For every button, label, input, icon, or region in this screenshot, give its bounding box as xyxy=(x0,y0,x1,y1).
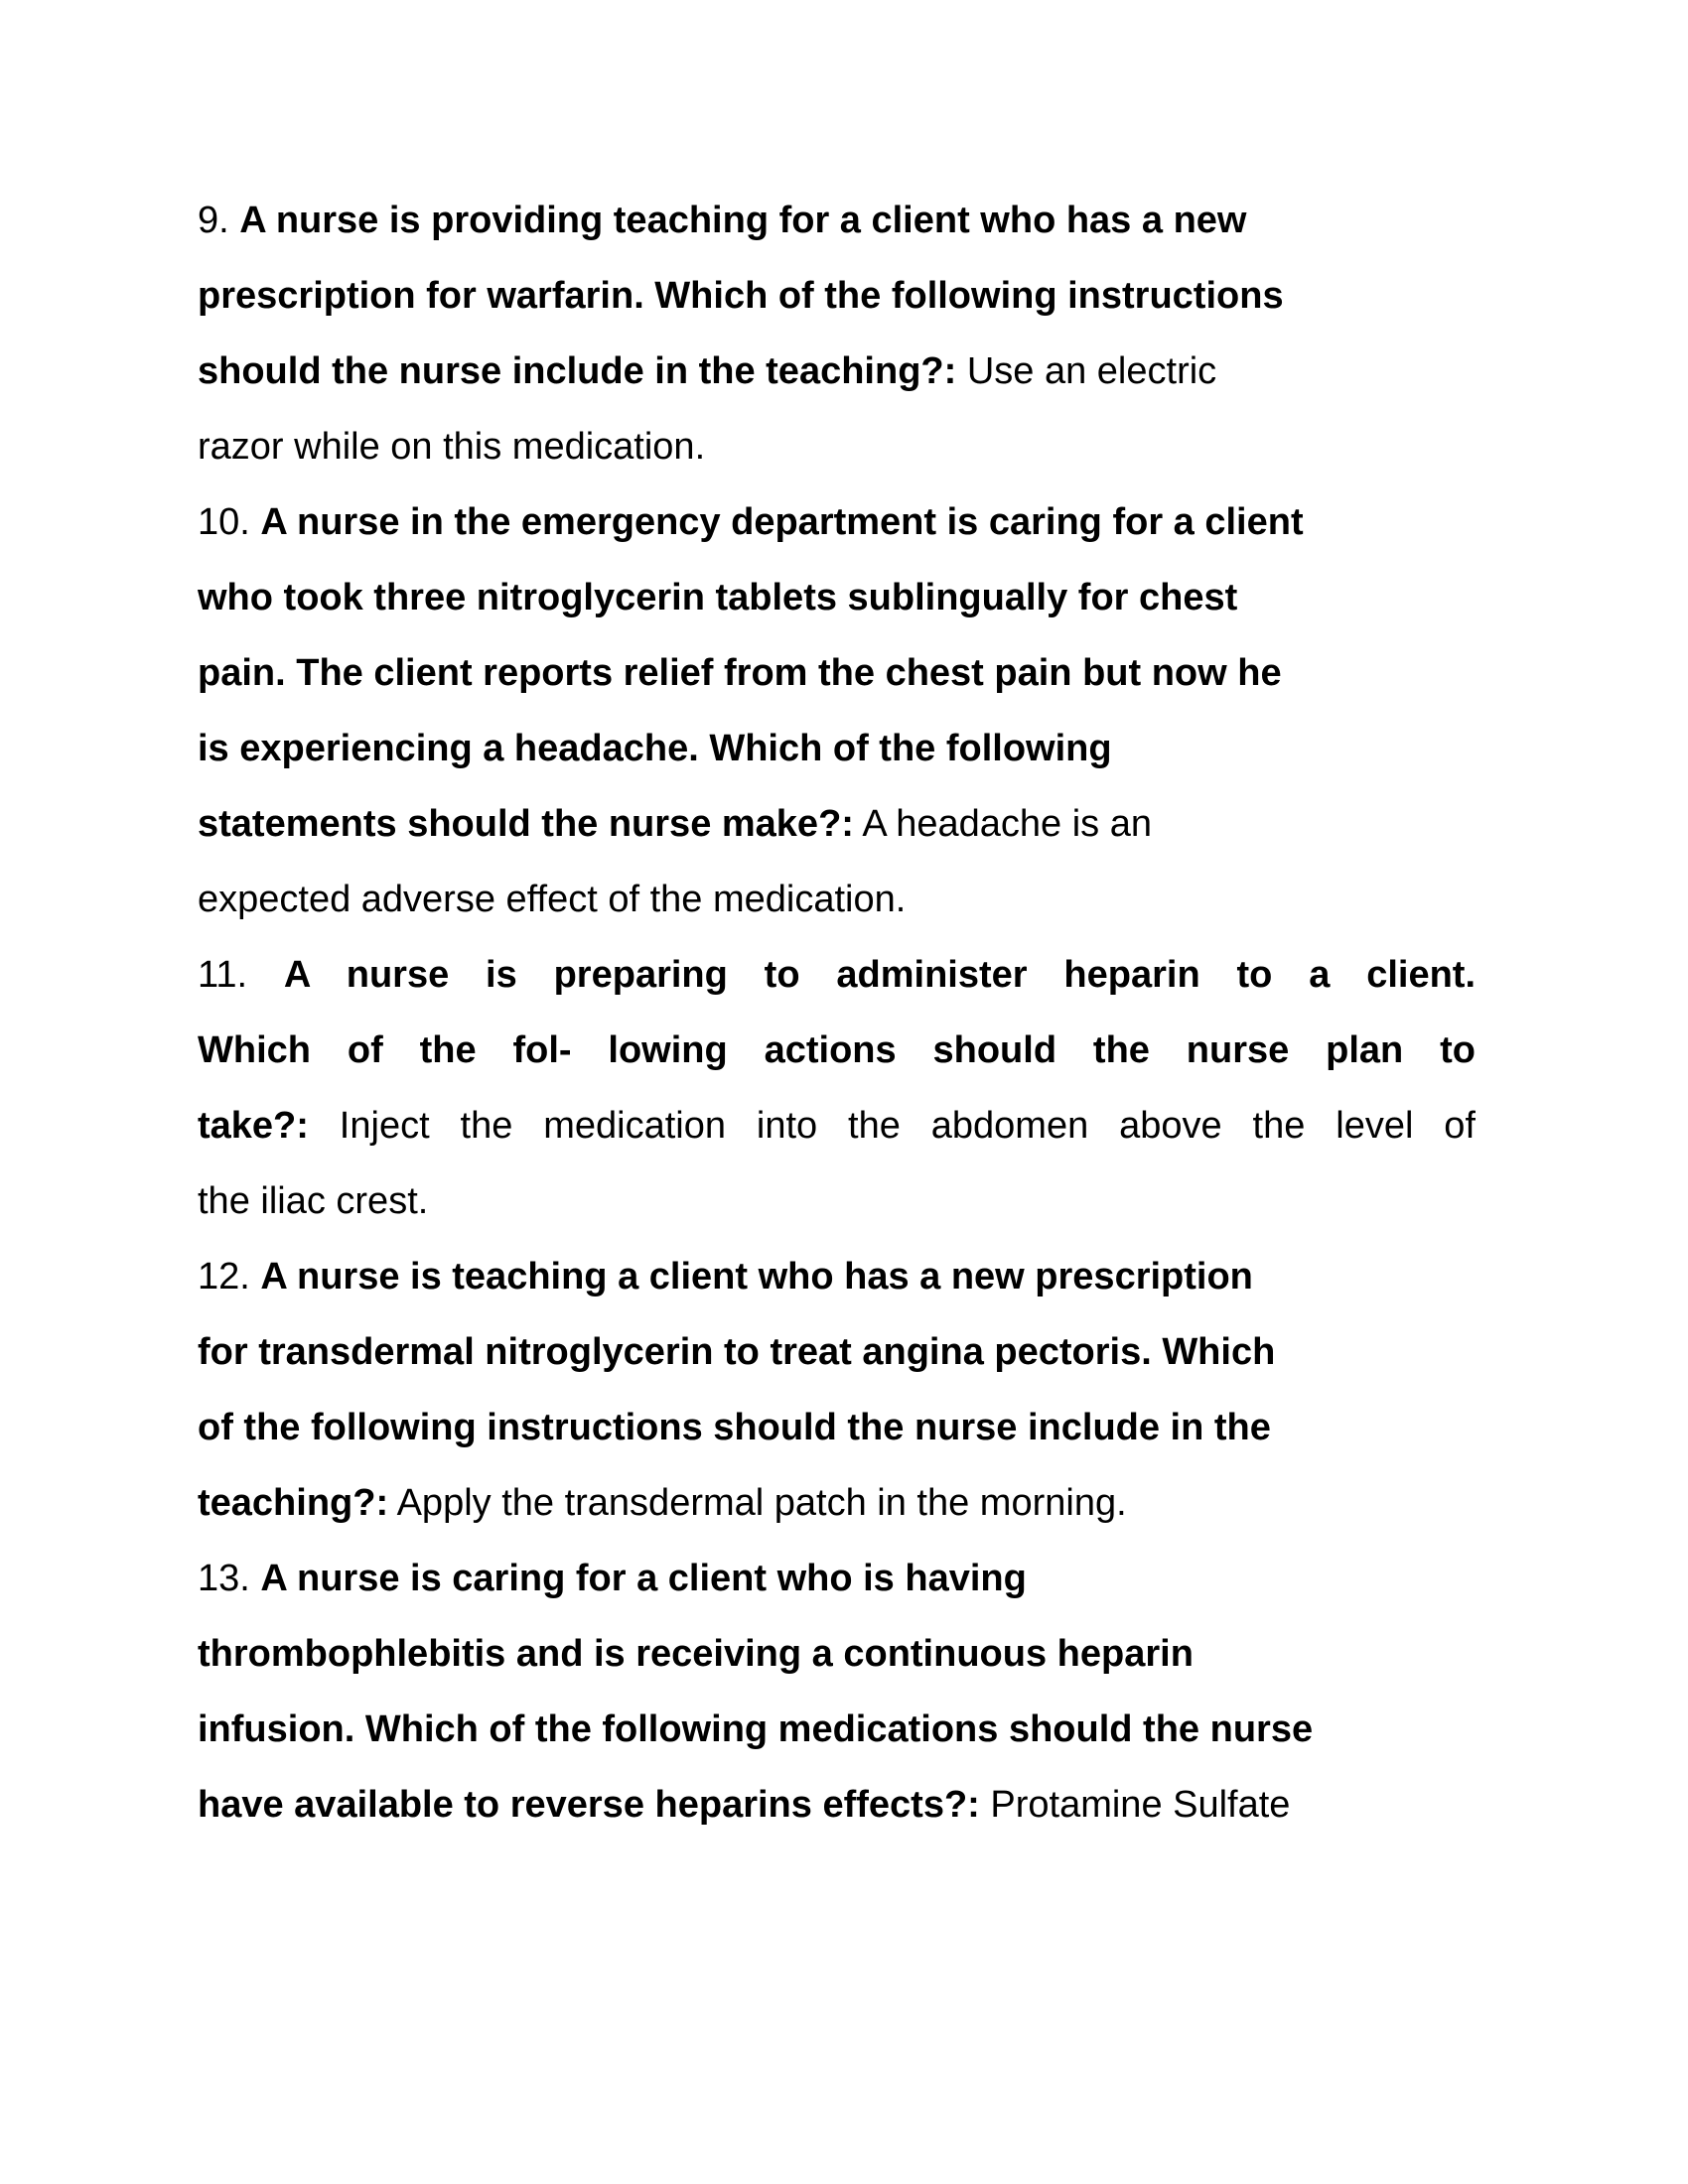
answer-text: the iliac crest. xyxy=(198,1180,429,1222)
text-line xyxy=(198,1465,1476,1541)
question-number: 9. xyxy=(198,200,240,241)
question-number: 11. xyxy=(198,954,284,996)
document-page xyxy=(198,183,1476,1843)
text-line xyxy=(198,1692,1476,1767)
question-item xyxy=(198,1239,1476,1541)
text-line xyxy=(198,484,1476,560)
question-text: teaching?: xyxy=(198,1482,389,1524)
text-line xyxy=(198,334,1476,409)
text-line xyxy=(198,1239,1476,1314)
text-line xyxy=(198,258,1476,334)
question-text: who took three nitroglycerin tablets sublingually for chest xyxy=(198,577,1238,618)
question-text: A nurse is caring for a client who is having xyxy=(260,1558,1027,1599)
question-text: take?: xyxy=(198,1105,309,1147)
question-text: for transdermal nitroglycerin to treat angina pectoris. Which xyxy=(198,1331,1276,1373)
question-text: Which of the fol- lowing actions should the nurse plan to xyxy=(198,1029,1476,1071)
question-item xyxy=(198,183,1476,484)
question-text: A nurse is teaching a client who has a new prescription xyxy=(260,1256,1253,1297)
question-text: A nurse is providing teaching for a client who has a new xyxy=(239,200,1247,241)
question-item xyxy=(198,484,1476,937)
text-line xyxy=(198,183,1476,258)
text-line xyxy=(198,635,1476,711)
answer-text: expected adverse effect of the medication. xyxy=(198,879,907,920)
question-text: thrombophlebitis and is receiving a continuous heparin xyxy=(198,1633,1194,1675)
answer-text: Protamine Sulfate xyxy=(979,1784,1291,1826)
question-text: statements should the nurse make?: xyxy=(198,803,854,845)
question-text: of the following instructions should the nurse include in the xyxy=(198,1407,1271,1448)
text-line xyxy=(198,1163,1476,1239)
question-text: prescription for warfarin. Which of the following instructions xyxy=(198,275,1284,317)
text-line xyxy=(198,409,1476,484)
question-text: infusion. Which of the following medications should the nurse xyxy=(198,1708,1314,1750)
question-number: 12. xyxy=(198,1256,261,1297)
question-text: A nurse in the emergency department is caring for a client xyxy=(260,501,1304,543)
text-line xyxy=(198,1390,1476,1465)
question-item xyxy=(198,1541,1476,1843)
answer-text: A headache is an xyxy=(853,803,1152,845)
text-line xyxy=(198,1541,1476,1616)
text-line xyxy=(198,786,1476,862)
answer-text: Use an electric xyxy=(956,350,1217,392)
question-item xyxy=(198,937,1476,1239)
question-text: should the nurse include in the teaching?: xyxy=(198,350,957,392)
text-line xyxy=(198,1616,1476,1692)
text-line xyxy=(198,1013,1476,1088)
text-line xyxy=(198,1314,1476,1390)
text-line xyxy=(198,1088,1476,1163)
text-line xyxy=(198,862,1476,937)
question-number: 13. xyxy=(198,1558,261,1599)
question-text: have available to reverse heparins effects?: xyxy=(198,1784,980,1826)
answer-text: Inject the medication into the abdomen above the level of xyxy=(308,1105,1476,1147)
text-line xyxy=(198,937,1476,1013)
text-line xyxy=(198,560,1476,635)
text-line xyxy=(198,711,1476,786)
question-text: A nurse is preparing to administer heparin to a client. xyxy=(283,954,1476,996)
question-number: 10. xyxy=(198,501,261,543)
text-line xyxy=(198,1767,1476,1843)
question-text: pain. The client reports relief from the chest pain but now he xyxy=(198,652,1282,694)
answer-text: razor while on this medication. xyxy=(198,426,706,468)
answer-text: Apply the transdermal patch in the morning. xyxy=(388,1482,1127,1524)
question-text: is experiencing a headache. Which of the following xyxy=(198,728,1112,769)
